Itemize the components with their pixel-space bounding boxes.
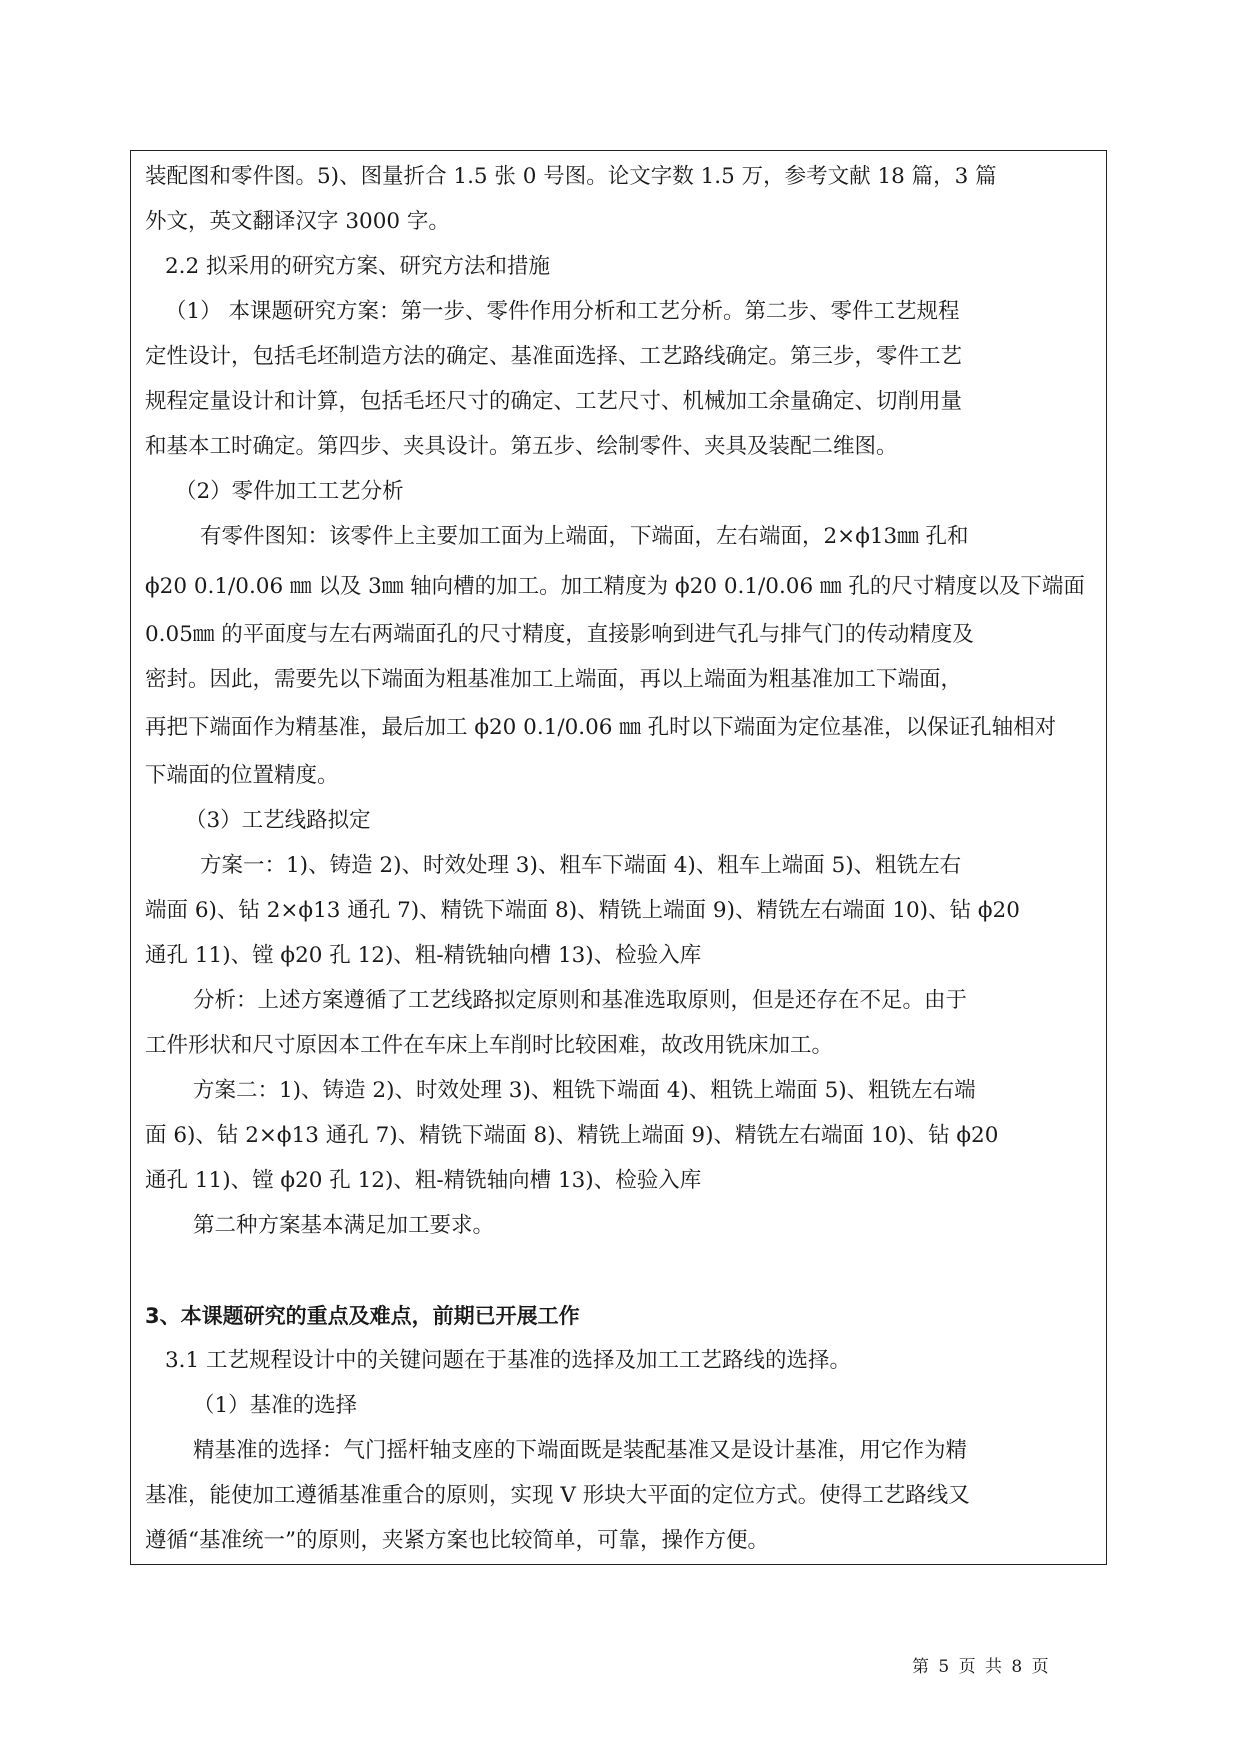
text-line: 有零件图知：该零件上主要加工面为上端面，下端面，左右端面，2×ϕ13㎜ 孔和: [200, 524, 969, 549]
text-line: 定性设计，包括毛坯制造方法的确定、基准面选择、工艺路线确定。第三步，零件工艺: [145, 344, 963, 369]
text-line: 精基准的选择：气门摇杆轴支座的下端面既是装配基准又是设计基准，用它作为精: [193, 1438, 968, 1463]
text-line: 密封。因此，需要先以下端面为粗基准加工上端面，再以上端面为粗基准加工下端面，: [145, 667, 963, 692]
text-line: 和基本工时确定。第四步、夹具设计。第五步、绘制零件、夹具及装配二维图。: [145, 434, 898, 459]
text-line: ϕ20 0.1/0.06 ㎜ 以及 3㎜ 轴向槽的加工。加工精度为 ϕ20 0.1/0.06 ㎜ 孔的尺寸精度以及下端面: [145, 574, 1085, 599]
text-line: 端面 6)、钻 2×ϕ13 通孔 7)、精铣下端面 8)、精铣上端面 9)、精铣左右端面 10)、钻 ϕ20: [145, 898, 1020, 923]
text-line: 分析：上述方案遵循了工艺线路拟定原则和基准选取原则，但是还存在不足。由于: [193, 988, 968, 1013]
item-heading: （3）工艺线路拟定: [185, 808, 371, 833]
text-line: 基准，能使加工遵循基准重合的原则，实现 V 形块大平面的定位方式。使得工艺路线又: [145, 1483, 970, 1508]
text-line: 遵循“基准统一”的原则，夹紧方案也比较简单，可靠，操作方便。: [145, 1528, 769, 1553]
text-line: 方案二：1)、铸造 2)、时效处理 3)、粗铣下端面 4)、粗铣上端面 5)、粗铣左右端: [193, 1078, 976, 1103]
page-number: 第 5 页 共 8 页: [912, 1657, 1051, 1677]
text-line: 装配图和零件图。5)、图量折合 1.5 张 0 号图。论文字数 1.5 万，参考文献 18 篇，3 篇: [145, 164, 997, 189]
text-line: 方案一：1)、铸造 2)、时效处理 3)、粗车下端面 4)、粗车上端面 5)、粗铣左右: [200, 853, 962, 878]
text-line: 工件形状和尺寸原因本工件在车床上车削时比较困难，故改用铣床加工。: [145, 1033, 834, 1058]
item-heading: （1）基准的选择: [193, 1393, 358, 1418]
text-line: 通孔 11)、镗 ϕ20 孔 12)、粗-精铣轴向槽 13)、检验入库: [145, 943, 702, 968]
section-subheading: 2.2 拟采用的研究方案、研究方法和措施: [165, 254, 551, 279]
text-line: 规程定量设计和计算，包括毛坯尺寸的确定、工艺尺寸、机械加工余量确定、切削用量: [145, 389, 963, 414]
text-line: 第二种方案基本满足加工要求。: [193, 1213, 495, 1238]
text-line: 0.05㎜ 的平面度与左右两端面孔的尺寸精度，直接影响到进气孔与排气门的传动精度及: [145, 622, 974, 647]
text-line: （1） 本课题研究方案：第一步、零件作用分析和工艺分析。第二步、零件工艺规程: [165, 299, 960, 324]
text-line: 面 6)、钻 2×ϕ13 通孔 7)、精铣下端面 8)、精铣上端面 9)、精铣左右端面 10)、钻 ϕ20: [145, 1123, 999, 1148]
text-line: 通孔 11)、镗 ϕ20 孔 12)、粗-精铣轴向槽 13)、检验入库: [145, 1168, 702, 1193]
text-line: 外文，英文翻译汉字 3000 字。: [145, 209, 450, 234]
item-heading: （2）零件加工工艺分析: [175, 479, 404, 504]
text-line: 下端面的位置精度。: [145, 763, 339, 788]
section-subheading: 3.1 工艺规程设计中的关键问题在于基准的选择及加工工艺路线的选择。: [165, 1348, 852, 1373]
text-line: 再把下端面作为精基准，最后加工 ϕ20 0.1/0.06 ㎜ 孔时以下端面为定位基准，以保证孔轴相对: [145, 715, 1057, 740]
section-heading: 3、本课题研究的重点及难点，前期已开展工作: [145, 1304, 580, 1328]
